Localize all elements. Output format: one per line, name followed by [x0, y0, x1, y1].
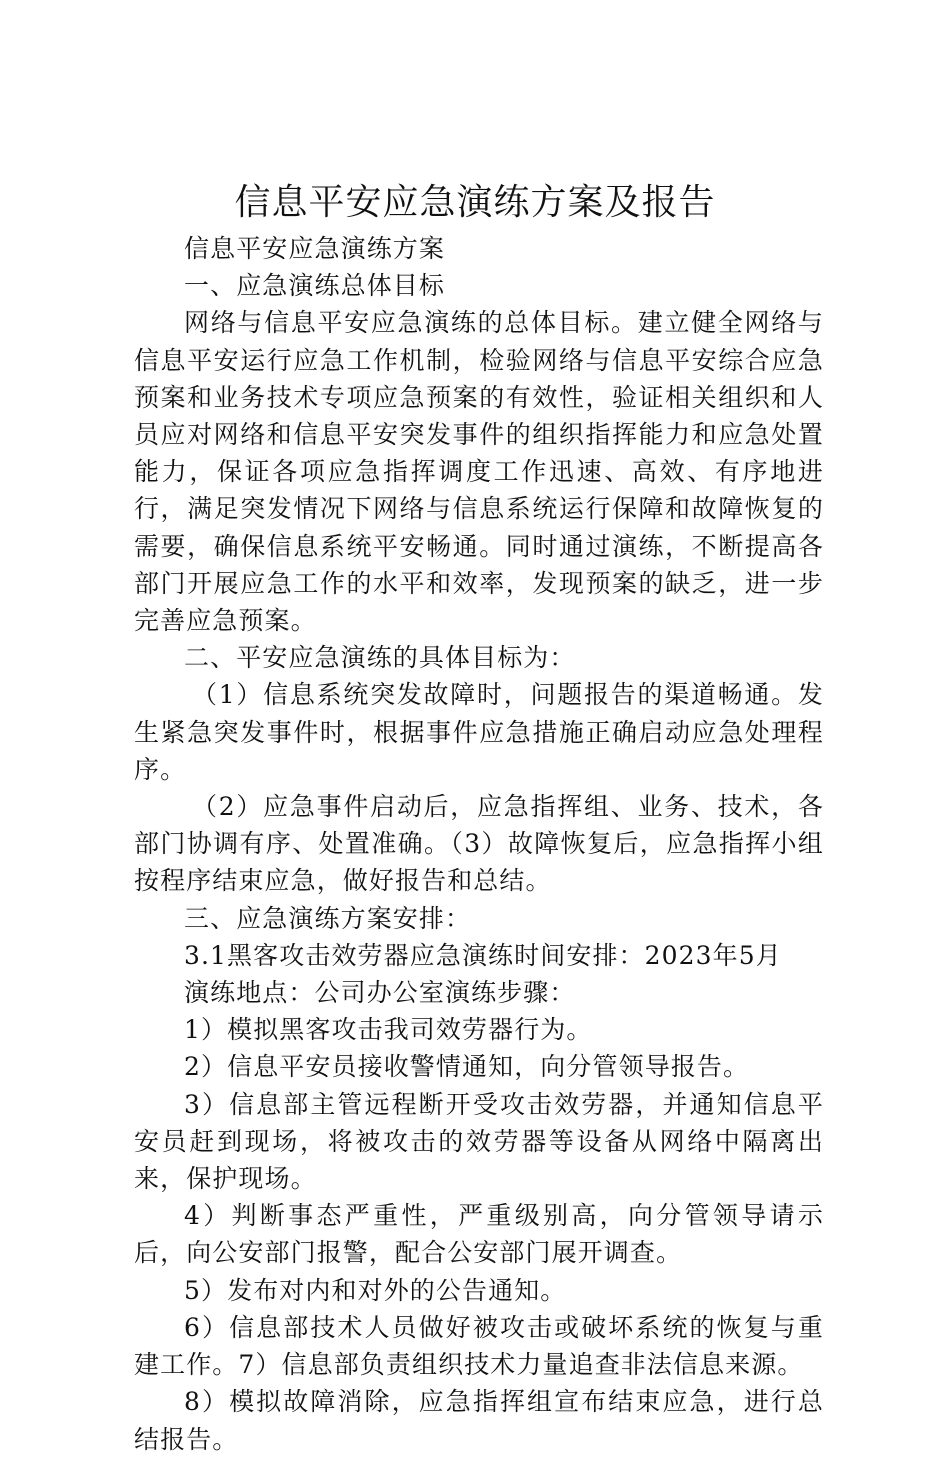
paragraph-goal-2-3: （2）应急事件启动后，应急指挥组、业务、技术，各部门协调有序、处置准确。（3）故障恢复后，应急指挥小组按程序结束应急，做好报告和总结。 — [134, 792, 824, 896]
document-title: 信息平安应急演练方案及报告 — [234, 182, 716, 223]
paragraph-section-3-heading: 三、应急演练方案安排： — [184, 903, 472, 933]
paragraph-step-1: 1）模拟黑客攻击我司效劳器行为。 — [184, 1015, 593, 1045]
paragraph-step-8: 8）模拟故障消除，应急指挥组宣布结束应急，进行总结报告。 — [134, 1387, 824, 1454]
paragraph-overall-goal: 网络与信息平安应急演练的总体目标。建立健全网络与信息平安运行应急工作机制，检验网络与信息平安综合应急预案和业务技术专项应急预案的有效性，验证相关组织和人员应对网络和信息平安突发事件的组织指挥能力和应急处置能力，保证各项应急指挥调度工作迅速、高效、有序地进行，满足突发情况下网络与信息系统运行保障和故障恢复的需要，确保信息系统平安畅通。同时通过演练，不断提高各部门开展应急工作的水平和效率，发现预案的缺乏，进一步完善应急预案。 — [134, 308, 824, 636]
paragraph-step-6-7: 6）信息部技术人员做好被攻击或破坏系统的恢复与重建工作。7）信息部负责组织技术力量追查非法信息来源。 — [134, 1312, 824, 1380]
paragraph-section-2-heading: 二、平安应急演练的具体目标为： — [184, 643, 576, 673]
paragraph-step-4: 4）判断事态严重性，严重级别高，向分管领导请示后，向公安部门报警，配合公安部门展开调查。 — [134, 1201, 824, 1268]
paragraph-location: 演练地点：公司办公室演练步骤： — [184, 978, 576, 1008]
paragraph-step-2: 2）信息平安员接收警情通知，向分管领导报告。 — [184, 1052, 750, 1082]
document-body — [134, 230, 824, 1458]
paragraph-step-3: 3）信息部主管远程断开受攻击效劳器，并通知信息平安员赶到现场，将被攻击的效劳器等设备从网络中隔离出来，保护现场。 — [134, 1089, 824, 1194]
paragraph-section-1-heading: 一、应急演练总体目标 — [184, 271, 446, 301]
paragraph-schedule: 3.1黑客攻击效劳器应急演练时间安排：2023年5月 — [184, 940, 782, 970]
paragraph-plan-heading: 信息平安应急演练方案 — [184, 234, 446, 263]
paragraph-step-5: 5）发布对内和对外的公告通知。 — [184, 1275, 567, 1305]
paragraph-goal-1: （1）信息系统突发故障时，问题报告的渠道畅通。发生紧急突发事件时，根据事件应急措施正确启动应急处理程序。 — [134, 680, 824, 784]
